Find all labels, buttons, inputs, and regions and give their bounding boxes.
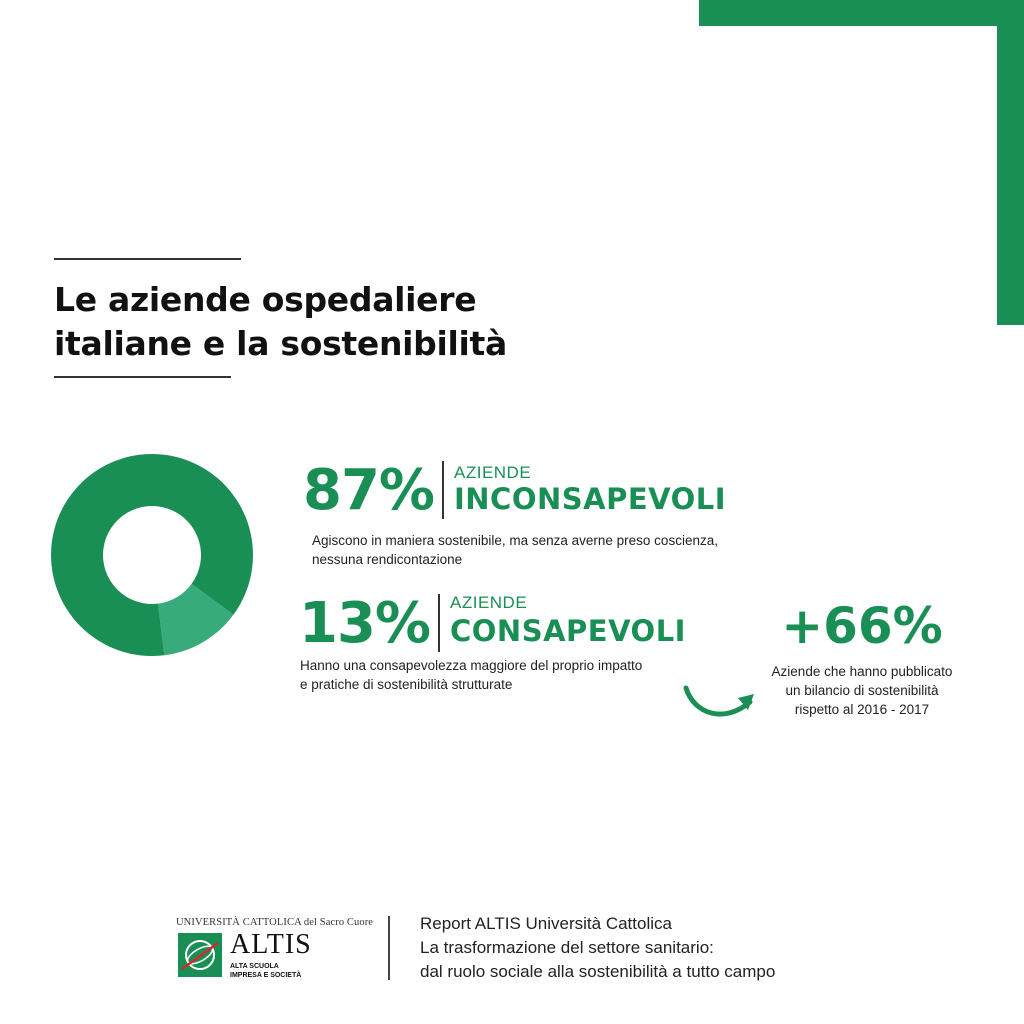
report-reference: [420, 912, 775, 984]
growth-description: [752, 662, 972, 719]
growth-desc-line-2: un bilancio di sostenibilità: [785, 683, 939, 698]
stat-inconsapevoli-value: 87%: [303, 458, 435, 523]
stat-consapevoli-description: [300, 656, 642, 694]
stat-consapevoli-value: 13%: [299, 591, 431, 656]
growth-value: +66%: [781, 597, 943, 655]
donut-chart: [50, 453, 254, 657]
brand-tagline: [230, 962, 301, 980]
stat-inconsapevoli-label: INCONSAPEVOLI: [454, 482, 727, 516]
report-line-1: Report ALTIS Università Cattolica: [420, 914, 672, 933]
stat-inconsapevoli-description: [312, 531, 718, 569]
title-rule-top: [54, 258, 241, 260]
stat-inconsapevoli-desc-line-2: nessuna rendicontazione: [312, 552, 463, 567]
stat-consapevoli-desc-line-2: e pratiche di sostenibilità strutturate: [300, 677, 513, 692]
altis-logo: [176, 917, 376, 987]
corner-accent-top: [699, 0, 1024, 26]
brand-tagline-line-2: IMPRESA E SOCIETÀ: [230, 972, 302, 979]
altis-emblem-icon: [178, 933, 222, 977]
brand-tagline-line-1: ALTA SCUOLA: [230, 963, 279, 970]
stat-consapevoli-desc-line-1: Hanno una consapevolezza maggiore del proprio impatto: [300, 658, 643, 673]
page-title-line-2: italiane e la sostenibilità: [54, 324, 507, 363]
stat-consapevoli-label: CONSAPEVOLI: [450, 614, 686, 648]
page-title-line-1: Le aziende ospedaliere: [54, 280, 477, 319]
stat-divider: [438, 594, 440, 652]
footer-divider: [388, 916, 390, 980]
page-title: [54, 278, 574, 366]
curved-arrow-icon: [680, 680, 760, 725]
stat-inconsapevoli: [303, 458, 763, 581]
stat-consapevoli-kicker: AZIENDE: [450, 593, 528, 612]
stat-inconsapevoli-kicker: AZIENDE: [454, 463, 532, 482]
brand-name: ALTIS: [230, 929, 312, 960]
growth-desc-line-3: rispetto al 2016 - 2017: [794, 702, 930, 717]
growth-stat: [752, 598, 972, 728]
stat-inconsapevoli-desc-line-1: Agiscono in maniera sostenibile, ma senza averne preso coscienza,: [312, 533, 718, 548]
growth-desc-line-1: Aziende che hanno pubblicato: [771, 664, 953, 679]
university-name: UNIVERSITÀ CATTOLICA del Sacro Cuore: [176, 917, 374, 928]
stat-divider: [442, 461, 444, 519]
corner-accent-right: [997, 0, 1024, 325]
report-line-2: La trasformazione del settore sanitario:: [420, 938, 714, 957]
stat-consapevoli: [299, 591, 719, 704]
report-line-3: dal ruolo sociale alla sostenibilità a tutto campo: [420, 962, 776, 981]
title-rule-bottom: [54, 376, 231, 378]
